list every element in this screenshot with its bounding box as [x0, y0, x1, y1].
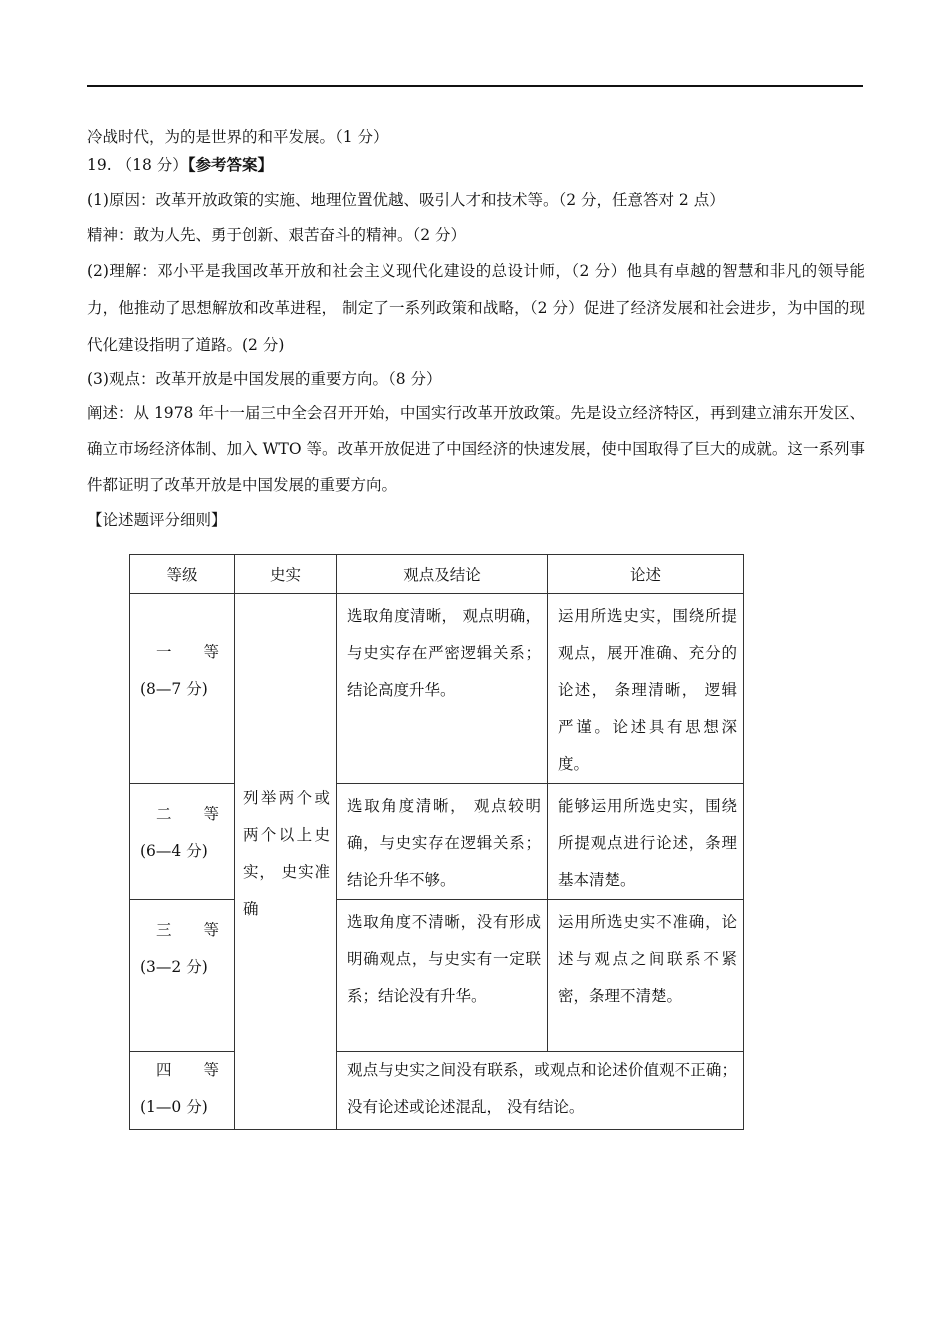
rubric-table — [129, 554, 744, 1130]
level3-name — [130, 912, 234, 949]
question-number: 19. （18 分） — [87, 156, 188, 174]
level2-name-b: 等 — [203, 805, 220, 823]
header-facts: 史实 — [235, 555, 337, 594]
continuation-line: 冷战时代，为的是世界的和平发展。（1 分） — [87, 128, 389, 146]
level2-argument: 能够运用所选史实，围绕 所提观点进行论述，条理 基本清楚。 — [558, 797, 737, 889]
level3-argument: 运用所选史实不准确，论 述与观点之间联系不紧 密，条理不清楚。 — [558, 913, 737, 1005]
level3-viewpoint-cell — [337, 900, 548, 1052]
answer-label: 【参考答案】 — [187, 155, 273, 174]
level3-viewpoint: 选取角度不清晰，没有形成 明确观点，与史实有一定联 系；结论没有升华。 — [347, 913, 541, 1005]
level3-name-a: 三 — [156, 921, 172, 939]
header-rule — [87, 85, 863, 87]
rubric-title: 【论述题评分细则】 — [87, 511, 227, 529]
level1-viewpoint: 选取角度清晰， 观点明确， 与史实存在严密逻辑关系； 结论高度升华。 — [347, 607, 541, 699]
level3-cell — [130, 900, 235, 1052]
level4-merged: 观点与史实之间没有联系，或观点和论述价值观不正确；没有论述或论述混乱， 没有结论。 — [347, 1061, 737, 1116]
rubric-row-level3 — [130, 900, 744, 1052]
level3-argument-cell — [548, 900, 744, 1052]
level4-name — [130, 1052, 234, 1089]
part1-cause: (1)原因：改革开放政策的实施、地理位置优越、吸引人才和技术等。（2 分，任意答对 2 点） — [87, 191, 725, 209]
level4-name-b: 等 — [203, 1061, 220, 1079]
level4-cell — [130, 1052, 235, 1130]
level1-cell — [130, 594, 235, 784]
level1-name — [130, 634, 234, 671]
level1-argument-cell — [548, 594, 744, 784]
facts-merged-text: 列举两个或两个以上史实， 史实准 确 — [243, 788, 330, 918]
level2-name — [130, 796, 234, 833]
level2-cell — [130, 784, 235, 900]
header-argument: 论述 — [548, 555, 744, 594]
part3-elaboration: 阐述：从 1978 年十一届三中全会召开开始，中国实行改革开放政策。先是设立经济特区，再到建立浦东开发区、确立市场经济体制、加入 WTO 等。改革开放促进了中国经济的快速发展，使中国取得了巨大的成就。这一系列事件都证明了改革开放是中国发展的重要方向。 — [87, 404, 865, 494]
part2-understanding: (2)理解：邓小平是我国改革开放和社会主义现代化建设的总设计师，（2 分）他具有卓越的智慧和非凡的领导能力，他推动了思想解放和改革进程， 制定了一系列政策和战略，（2 分）促进了经济发展和社会进步，为中国的现代化建设指明了道路。(2 分) — [87, 262, 865, 354]
facts-merged-cell — [235, 594, 337, 1130]
question-19-header — [87, 151, 865, 179]
level2-name-a: 二 — [156, 805, 172, 823]
rubric-row-level2 — [130, 784, 744, 900]
header-level: 等级 — [130, 555, 235, 594]
rubric-row-level1 — [130, 594, 744, 784]
part3-viewpoint: (3)观点：改革开放是中国发展的重要方向。（8 分） — [87, 370, 442, 388]
level3-name-b: 等 — [203, 921, 220, 939]
level2-range: (6—4 分) — [140, 842, 208, 860]
level4-merged-cell — [337, 1052, 744, 1130]
level2-viewpoint-cell — [337, 784, 548, 900]
level4-range: (1—0 分) — [140, 1098, 208, 1116]
part1-spirit: 精神：敢为人先、勇于创新、艰苦奋斗的精神。（2 分） — [87, 226, 467, 244]
level2-argument-cell — [548, 784, 744, 900]
level4-name-a: 四 — [156, 1061, 172, 1079]
level1-range: (8—7 分) — [140, 679, 208, 698]
rubric-row-level4 — [130, 1052, 744, 1130]
level1-name-a: 一 — [156, 642, 172, 661]
level3-range: (3—2 分) — [140, 958, 208, 976]
level2-viewpoint: 选取角度清晰， 观点较明确，与史实存在逻辑关系； 结论升华不够。 — [347, 797, 541, 889]
rubric-header-row — [130, 555, 744, 594]
header-viewpoint: 观点及结论 — [337, 555, 548, 594]
answer-content — [87, 124, 865, 531]
level1-name-b: 等 — [203, 642, 220, 661]
level1-argument: 运用所选史实，围绕所提观点，展开准确、充分的论述， 条理清晰， 逻辑严谨。论述具有思想深度。 — [558, 607, 737, 773]
level1-viewpoint-cell — [337, 594, 548, 784]
